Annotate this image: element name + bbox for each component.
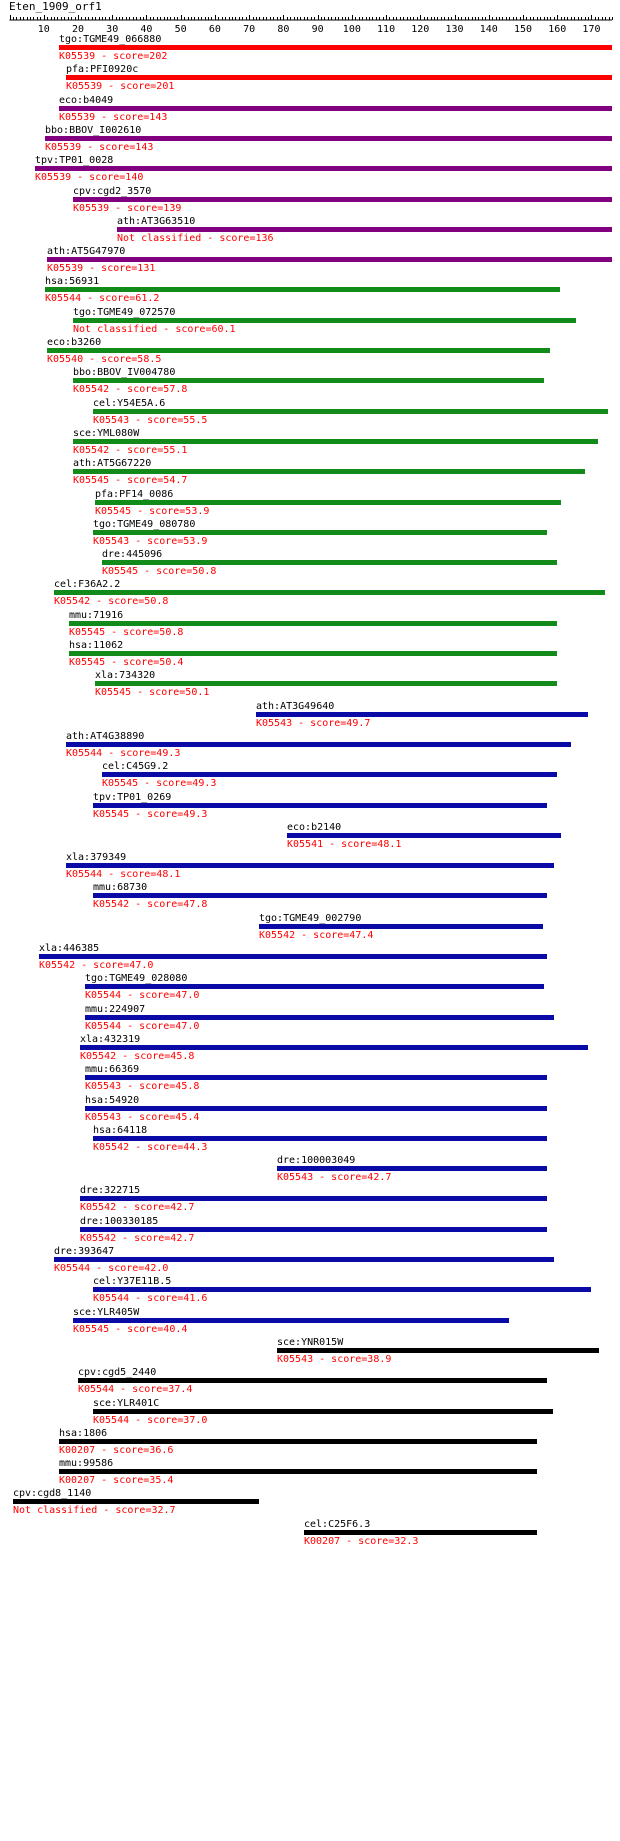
hit-alignment-bar[interactable] xyxy=(93,409,608,414)
hit-name-label[interactable]: mmu:66369 xyxy=(85,1064,140,1075)
hit-name-label[interactable]: cel:Y54E5A.6 xyxy=(93,398,166,409)
hit-score-label: K05545 - score=50.1 xyxy=(95,687,210,698)
hit-name-label[interactable]: mmu:224907 xyxy=(85,1004,146,1015)
hit-name-label[interactable]: cel:C25F6.3 xyxy=(304,1519,371,1530)
hit-alignment-bar[interactable] xyxy=(95,681,557,686)
hit-alignment-bar[interactable] xyxy=(277,1348,599,1353)
hit-score-label: K05542 - score=50.8 xyxy=(54,596,169,607)
hit-score-label: K05544 - score=42.0 xyxy=(54,1263,169,1274)
hit-alignment-bar[interactable] xyxy=(69,621,557,626)
hit-name-label[interactable]: ath:AT5G47970 xyxy=(47,246,126,257)
hit-name-label[interactable]: ath:AT4G38890 xyxy=(66,731,145,742)
hit-score-label: K05539 - score=143 xyxy=(45,142,154,153)
hit-score-label: K00207 - score=36.6 xyxy=(59,1445,174,1456)
hit-score-label: K05544 - score=49.3 xyxy=(66,748,181,759)
hit-score-label: K05543 - score=42.7 xyxy=(277,1172,392,1183)
hit-score-label: K05542 - score=47.4 xyxy=(259,930,374,941)
hit-alignment-bar[interactable] xyxy=(287,833,561,838)
hit-alignment-bar[interactable] xyxy=(39,954,547,959)
hit-alignment-bar[interactable] xyxy=(54,590,605,595)
hit-alignment-bar[interactable] xyxy=(73,1318,509,1323)
hit-alignment-bar[interactable] xyxy=(59,45,612,50)
hit-alignment-bar[interactable] xyxy=(93,1409,553,1414)
hit-alignment-bar[interactable] xyxy=(277,1166,547,1171)
axis-tick-label: 150 xyxy=(513,24,533,35)
hit-score-label: K05545 - score=49.3 xyxy=(93,809,208,820)
hit-name-label[interactable]: eco:b3260 xyxy=(47,337,102,348)
hit-score-label: K05539 - score=202 xyxy=(59,51,168,62)
hit-score-label: K05544 - score=47.0 xyxy=(85,990,200,1001)
hit-alignment-bar[interactable] xyxy=(59,1469,537,1474)
hit-alignment-bar[interactable] xyxy=(85,1075,547,1080)
hit-score-label: K05543 - score=53.9 xyxy=(93,536,208,547)
hit-score-label: K05539 - score=131 xyxy=(47,263,156,274)
hit-score-label: K05545 - score=49.3 xyxy=(102,778,217,789)
hit-alignment-bar[interactable] xyxy=(102,560,557,565)
hit-name-label[interactable]: cpv:cgd5_2440 xyxy=(78,1367,157,1378)
hit-name-label[interactable]: mmu:99586 xyxy=(59,1458,114,1469)
hit-alignment-bar[interactable] xyxy=(80,1196,547,1201)
hit-alignment-bar[interactable] xyxy=(35,166,612,171)
hit-name-label[interactable]: dre:393647 xyxy=(54,1246,115,1257)
hit-name-label[interactable]: tpv:TP01_0028 xyxy=(35,155,114,166)
hit-score-label: K05545 - score=50.8 xyxy=(102,566,217,577)
hit-score-label: K05542 - score=44.3 xyxy=(93,1142,208,1153)
hit-score-label: K05539 - score=143 xyxy=(59,112,168,123)
hit-alignment-bar[interactable] xyxy=(93,893,547,898)
axis-tick-label: 50 xyxy=(174,24,187,35)
hit-name-label[interactable]: tgo:TGME49_002790 xyxy=(259,913,362,924)
axis-tick-label: 160 xyxy=(548,24,567,35)
hit-alignment-bar[interactable] xyxy=(85,984,544,989)
hit-name-label[interactable]: dre:100330185 xyxy=(80,1216,159,1227)
hit-score-label: K05540 - score=58.5 xyxy=(47,354,162,365)
hit-alignment-bar[interactable] xyxy=(66,742,571,747)
hit-name-label[interactable]: xla:734320 xyxy=(95,670,156,681)
axis-tick-label: 100 xyxy=(342,24,361,35)
hit-score-label: K05542 - score=45.8 xyxy=(80,1051,195,1062)
hit-score-label: K05542 - score=42.7 xyxy=(80,1202,195,1213)
axis-tick-label: 10 xyxy=(37,24,50,35)
hit-name-label[interactable]: cel:C45G9.2 xyxy=(102,761,169,772)
hit-name-label[interactable]: hsa:11062 xyxy=(69,640,124,651)
hit-name-label[interactable]: ath:AT3G63510 xyxy=(117,216,196,227)
hit-name-label[interactable]: pfa:PF14_0086 xyxy=(95,489,174,500)
hit-name-label[interactable]: bbo:BBOV_IV004780 xyxy=(73,367,176,378)
hit-name-label[interactable]: mmu:71916 xyxy=(69,610,124,621)
hit-name-label[interactable]: dre:445096 xyxy=(102,549,163,560)
hit-score-label: K05543 - score=45.8 xyxy=(85,1081,200,1092)
hit-alignment-bar[interactable] xyxy=(95,500,561,505)
hit-name-label[interactable]: hsa:1806 xyxy=(59,1428,108,1439)
hit-alignment-bar[interactable] xyxy=(78,1378,547,1383)
hit-score-label: K05545 - score=54.7 xyxy=(73,475,188,486)
hit-alignment-bar[interactable] xyxy=(47,348,550,353)
hit-name-label[interactable]: ath:AT3G49640 xyxy=(256,701,335,712)
hit-name-label[interactable]: hsa:56931 xyxy=(45,276,100,287)
hit-alignment-bar[interactable] xyxy=(93,1136,547,1141)
hit-name-label[interactable]: dre:100003049 xyxy=(277,1155,356,1166)
hit-name-label[interactable]: cel:Y37E11B.5 xyxy=(93,1276,172,1287)
hit-alignment-bar[interactable] xyxy=(80,1227,547,1232)
hit-score-label: K05544 - score=41.6 xyxy=(93,1293,208,1304)
hit-name-label[interactable]: pfa:PFI0920c xyxy=(66,64,139,75)
hit-name-label[interactable]: mmu:68730 xyxy=(93,882,148,893)
hit-alignment-bar[interactable] xyxy=(85,1015,554,1020)
hit-score-label: K05544 - score=61.2 xyxy=(45,293,160,304)
hit-score-label: K05542 - score=42.7 xyxy=(80,1233,195,1244)
hit-name-label[interactable]: cel:F36A2.2 xyxy=(54,579,121,590)
hit-alignment-bar[interactable] xyxy=(93,803,547,808)
hit-name-label[interactable]: bbo:BBOV_I002610 xyxy=(45,125,142,136)
hit-name-label[interactable]: xla:432319 xyxy=(80,1034,141,1045)
axis-tick-label: 110 xyxy=(377,24,396,35)
axis-tick-label: 30 xyxy=(106,24,119,35)
hit-alignment-bar[interactable] xyxy=(66,75,612,80)
track-title: Eten_1909_orf1 xyxy=(9,0,102,13)
hit-score-label: K05545 - score=40.4 xyxy=(73,1324,188,1335)
hit-alignment-bar[interactable] xyxy=(256,712,588,717)
hit-alignment-bar[interactable] xyxy=(73,197,612,202)
hit-alignment-bar[interactable] xyxy=(73,469,585,474)
hit-score-label: K05544 - score=37.0 xyxy=(93,1415,208,1426)
axis-tick-label: 80 xyxy=(277,24,290,35)
axis-tick-label: 130 xyxy=(445,24,464,35)
hit-score-label: K05543 - score=49.7 xyxy=(256,718,371,729)
hit-name-label[interactable]: xla:446385 xyxy=(39,943,100,954)
hit-score-label: K05542 - score=47.0 xyxy=(39,960,154,971)
hit-alignment-bar[interactable] xyxy=(73,378,544,383)
hit-name-label[interactable]: hsa:64118 xyxy=(93,1125,148,1136)
hit-score-label: K05539 - score=140 xyxy=(35,172,144,183)
hit-score-label: K05543 - score=45.4 xyxy=(85,1112,200,1123)
hit-alignment-bar[interactable] xyxy=(259,924,543,929)
axis-tick-label: 70 xyxy=(243,24,256,35)
hit-score-label: K05543 - score=38.9 xyxy=(277,1354,392,1365)
hit-score-label: K05539 - score=201 xyxy=(66,81,175,92)
hit-name-label[interactable]: tgo:TGME49_028080 xyxy=(85,973,188,984)
hit-name-label[interactable]: tpv:TP01_0269 xyxy=(93,792,172,803)
hit-alignment-bar[interactable] xyxy=(54,1257,554,1262)
hit-alignment-bar[interactable] xyxy=(69,651,557,656)
hit-alignment-bar[interactable] xyxy=(73,439,598,444)
hit-alignment-bar[interactable] xyxy=(45,136,612,141)
hit-alignment-bar[interactable] xyxy=(93,1287,591,1292)
axis-tick-label: 90 xyxy=(311,24,324,35)
hit-score-label: K05542 - score=57.8 xyxy=(73,384,188,395)
hit-name-label[interactable]: cpv:cgd2_3570 xyxy=(73,186,152,197)
hit-score-label: K05545 - score=50.8 xyxy=(69,627,184,638)
axis-tick-label: 60 xyxy=(208,24,221,35)
hit-alignment-bar[interactable] xyxy=(102,772,557,777)
hit-score-label: K05541 - score=48.1 xyxy=(287,839,402,850)
hit-score-label: K00207 - score=32.3 xyxy=(304,1536,419,1547)
hit-alignment-bar[interactable] xyxy=(66,863,554,868)
hit-name-label[interactable]: ath:AT5G67220 xyxy=(73,458,152,469)
hit-alignment-bar[interactable] xyxy=(73,318,576,323)
hit-score-label: K05542 - score=47.8 xyxy=(93,899,208,910)
hit-name-label[interactable]: tgo:TGME49_072570 xyxy=(73,307,176,318)
axis-tick-label: 170 xyxy=(582,24,601,35)
hit-name-label[interactable]: eco:b2140 xyxy=(287,822,342,833)
hit-name-label[interactable]: eco:b4049 xyxy=(59,95,114,106)
hit-score-label: K00207 - score=35.4 xyxy=(59,1475,174,1486)
hit-score-label: K05545 - score=50.4 xyxy=(69,657,184,668)
hit-alignment-bar[interactable] xyxy=(47,257,612,262)
hit-name-label[interactable]: xla:379349 xyxy=(66,852,127,863)
hit-name-label[interactable]: sce:YLR405W xyxy=(73,1307,140,1318)
hit-score-label: K05542 - score=55.1 xyxy=(73,445,188,456)
hit-alignment-bar[interactable] xyxy=(93,530,547,535)
hit-alignment-bar[interactable] xyxy=(59,106,612,111)
hit-score-label: K05545 - score=53.9 xyxy=(95,506,210,517)
hit-score-label: K05544 - score=47.0 xyxy=(85,1021,200,1032)
hit-score-label: Not classified - score=32.7 xyxy=(13,1505,176,1516)
hit-name-label[interactable]: tgo:TGME49_066880 xyxy=(59,34,162,45)
hit-name-label[interactable]: sce:YNR015W xyxy=(277,1337,344,1348)
hit-name-label[interactable]: sce:YLR401C xyxy=(93,1398,160,1409)
hit-alignment-bar[interactable] xyxy=(304,1530,537,1535)
hit-name-label[interactable]: cpv:cgd8_1140 xyxy=(13,1488,92,1499)
hit-score-label: K05544 - score=48.1 xyxy=(66,869,181,880)
hit-alignment-bar[interactable] xyxy=(117,227,612,232)
axis-tick-label: 40 xyxy=(140,24,153,35)
hit-alignment-bar[interactable] xyxy=(45,287,560,292)
axis-tick-label: 20 xyxy=(71,24,84,35)
hit-name-label[interactable]: dre:322715 xyxy=(80,1185,141,1196)
hit-score-label: K05544 - score=37.4 xyxy=(78,1384,193,1395)
hit-name-label[interactable]: sce:YML080W xyxy=(73,428,140,439)
hit-alignment-bar[interactable] xyxy=(85,1106,547,1111)
axis-tick-label: 140 xyxy=(479,24,498,35)
hit-alignment-bar[interactable] xyxy=(80,1045,588,1050)
hit-score-label: Not classified - score=136 xyxy=(117,233,274,244)
hit-alignment-bar[interactable] xyxy=(59,1439,537,1444)
hit-name-label[interactable]: hsa:54920 xyxy=(85,1095,140,1106)
axis-tick-label: 120 xyxy=(411,24,430,35)
hit-score-label: K05543 - score=55.5 xyxy=(93,415,208,426)
hit-name-label[interactable]: tgo:TGME49_080780 xyxy=(93,519,196,530)
hit-alignment-bar[interactable] xyxy=(13,1499,259,1504)
hit-score-label: K05539 - score=139 xyxy=(73,203,182,214)
hit-score-label: Not classified - score=60.1 xyxy=(73,324,236,335)
